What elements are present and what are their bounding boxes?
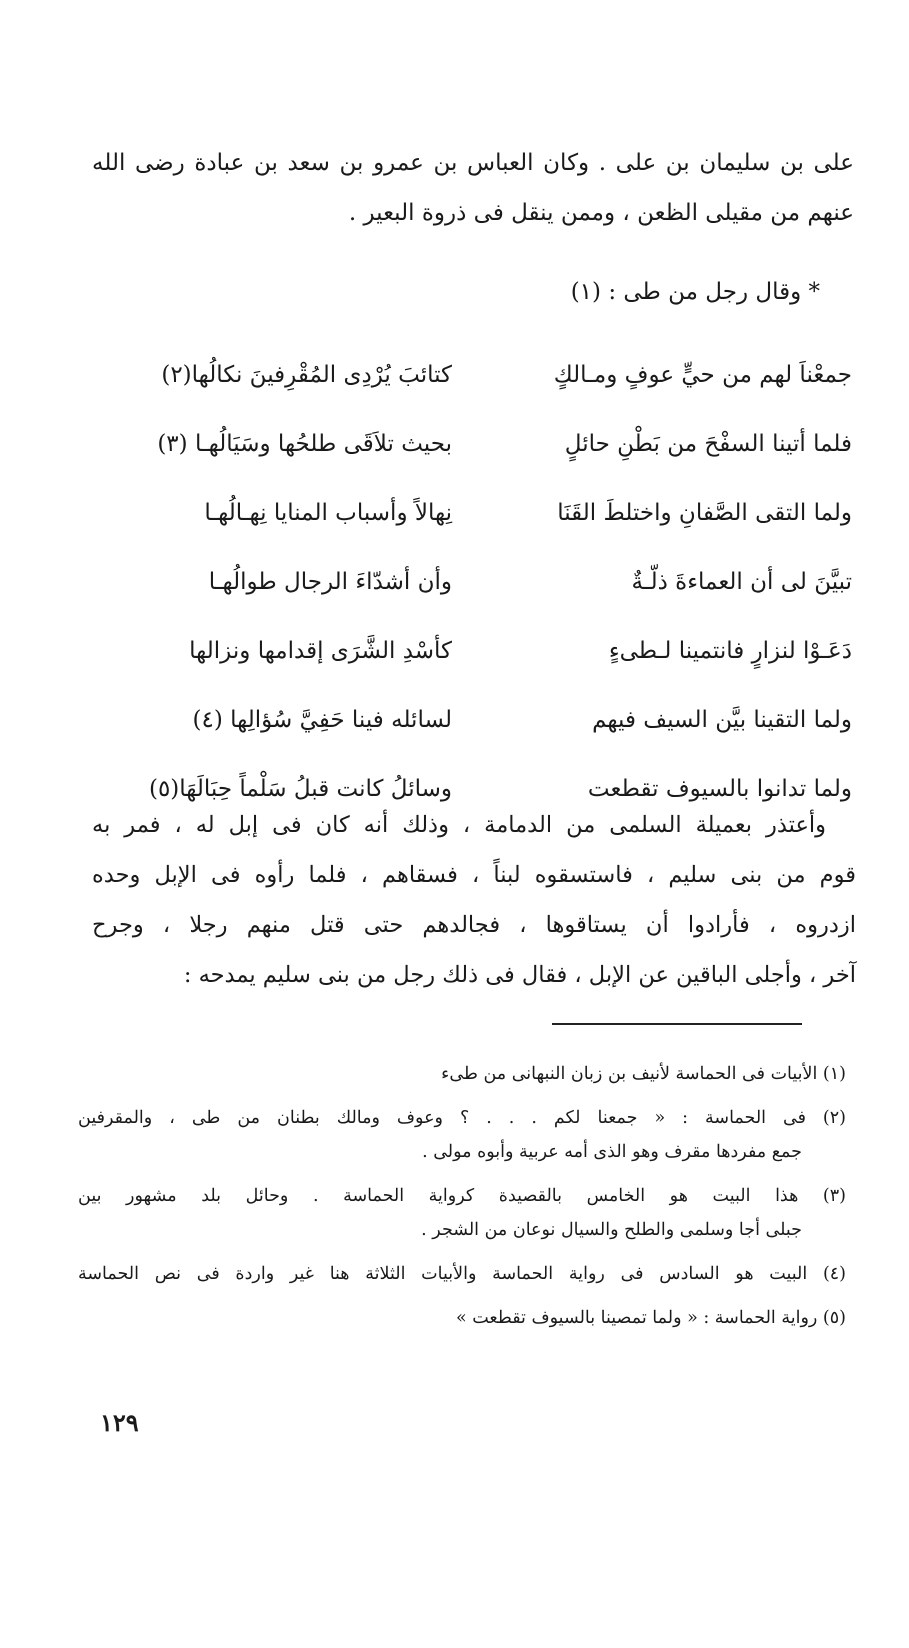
verse-second-hemistich: كتائبَ يُرْدِى المُقْرِفينَ نكالُها(٢): [161, 362, 452, 388]
verse-first-hemistich: ولما التقى الصَّفانِ واختلطَ القَنَا: [557, 500, 852, 526]
footnote-line: (٥) رواية الحماسة : « ولما تمصينا بالسيوف تقطعت »: [455, 1308, 846, 1328]
page-number: ١٢٩: [100, 1408, 139, 1437]
verse: [92, 419, 852, 488]
poem: [92, 350, 852, 833]
prose-line: آخر ، وأجلى الباقين عن الإبل ، فقال فى ذلك رجل من بنى سليم يمدحه :: [183, 962, 856, 988]
verse-second-hemistich: بحيث تلاَقَى طلحُها وسَيَالُهـا (٣): [157, 431, 452, 457]
intro-line: عنهم من مقيلى الظعن ، وممن ينقل فى ذروة البعير .: [348, 200, 854, 226]
footnotes: [78, 1057, 846, 1345]
footnote-line: (٣) هذا البيت هو الخامس بالقصيدة كرواية الحماسة . وحائل بلد مشهور بين: [78, 1186, 846, 1206]
footnote-1: [78, 1057, 846, 1091]
prose-line: وأعتذر بعميلة السلمى من الدمامة ، وذلك أنه كان فى إبل له ، فمر به: [92, 812, 826, 838]
footnote-line: جمع مفردها مقرف وهو الذى أمه عربية وأبوه مولى .: [422, 1142, 802, 1162]
footnote-5: [78, 1301, 846, 1335]
verse-first-hemistich: تبيَّنَ لى أن العماءةَ ذلّـةٌ: [631, 569, 852, 595]
footnote-line: جبلى أجا وسلمى والطلح والسيال نوعان من الشجر .: [421, 1220, 802, 1240]
verse-second-hemistich: لسائله فينا حَفِيَّ سُؤالِها (٤): [192, 707, 452, 733]
footnote-line: (٤) البيت هو السادس فى رواية الحماسة والأبيات الثلاثة هنا غير واردة فى نص الحماسة: [78, 1264, 846, 1284]
footnote-line: (١) الأبيات فى الحماسة لأنيف بن زبان النبهانى من طىء: [441, 1064, 846, 1084]
prose-line: قوم من بنى سليم ، فاستسقوه لبناً ، فسقاهم ، فلما رأوه فى الإبل وحده: [92, 862, 856, 888]
verse-first-hemistich: ولما تدانوا بالسيوف تقطعت: [587, 776, 852, 802]
verse-first-hemistich: جمعْناَ لهم من حيٍّ عوفٍ ومـالكٍ: [553, 362, 852, 388]
verse-first-hemistich: ولما التقينا بيَّن السيف فيهم: [592, 707, 852, 733]
verse-first-hemistich: دَعَـوْا لنزارٍ فانتمينا لـطىءٍ: [608, 638, 852, 664]
prose-line: ازدروه ، فأرادوا أن يستاقوها ، فجالدهم حتى قتل منهم رجلا ، وجرح: [92, 912, 856, 938]
intro-line: على بن سليمان بن على . وكان العباس بن عمرو بن سعد بن عبادة رضى الله: [92, 150, 854, 176]
footnote-3: [78, 1179, 846, 1247]
verse: [92, 488, 852, 557]
footnote-line: (٢) فى الحماسة : « جمعنا لكم . . . ؟ وعوف ومالك بطنان من طى ، والمقرفين: [78, 1108, 846, 1128]
prose-paragraph: [92, 800, 856, 1000]
verse-second-hemistich: وأن أشدّاءَ الرجال طوالُهـا: [208, 569, 452, 595]
footnote-2: [78, 1101, 846, 1169]
verse: [92, 695, 852, 764]
verse-second-hemistich: كأسْدِ الشَّرَى إقدامها ونزالها: [189, 638, 452, 664]
verse-second-hemistich: وسائلُ كانت قبلُ سَلْماً حِبَالَهَا(٥): [148, 776, 452, 802]
verse: [92, 557, 852, 626]
footnote-4: [78, 1257, 846, 1291]
verse: [92, 626, 852, 695]
verse-second-hemistich: نِهالاً وأسباب المنايا نِهـالُهـا: [204, 500, 452, 526]
verse-first-hemistich: فلما أتينا السفْحَ من بَطْنِ حائلٍ: [564, 431, 852, 457]
poem-heading: * وقال رجل من طى : (١): [570, 279, 820, 305]
footnote-separator: [552, 1023, 802, 1025]
verse: [92, 350, 852, 419]
intro-paragraph: [92, 138, 854, 238]
